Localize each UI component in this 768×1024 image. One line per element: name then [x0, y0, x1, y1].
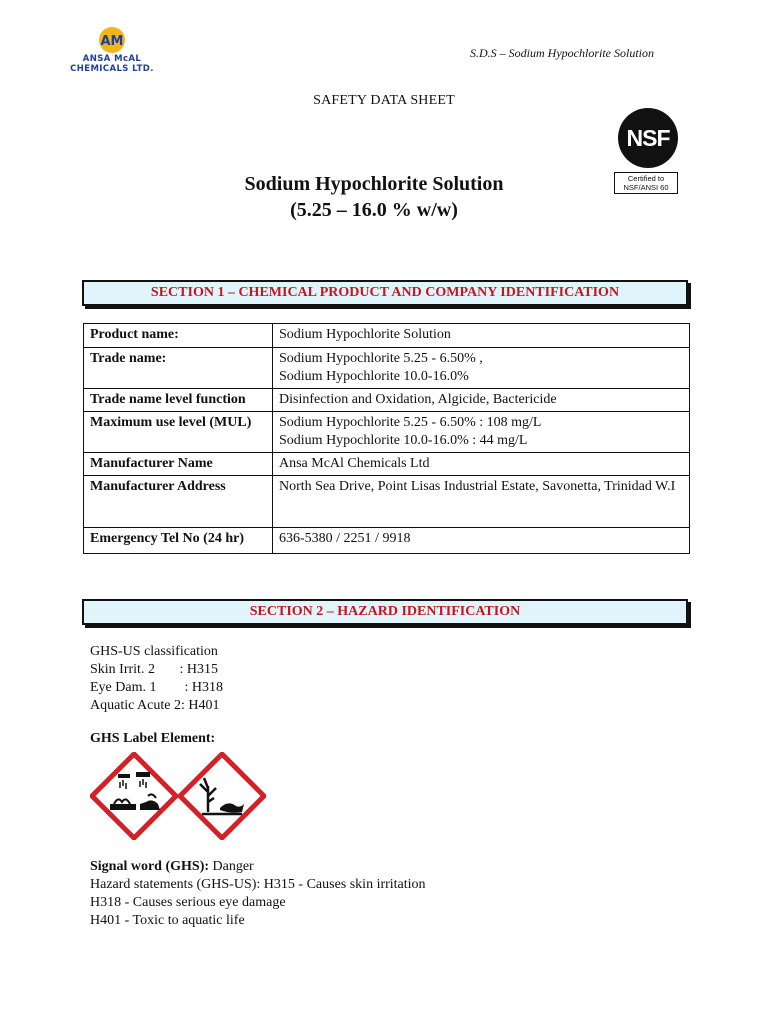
row-value: [273, 476, 690, 528]
table-row: [84, 324, 690, 348]
document-reference: S.D.S – Sodium Hypochlorite Solution: [470, 46, 654, 60]
hazard-line: H401 - Toxic to aquatic life: [90, 913, 245, 928]
row-value-line: 636-5380 / 2251 / 9918: [279, 531, 411, 546]
row-value: [273, 528, 690, 554]
logo-emblem-icon: [62, 26, 162, 56]
hazard-line: Hazard statements (GHS-US): H315 - Causes skin irritation: [90, 877, 426, 892]
hazard-statements: [90, 858, 426, 930]
row-value-line: North Sea Drive, Point Lisas Industrial Estate, Savonetta, Trinidad W.I: [279, 479, 676, 494]
ghs-line: Eye Dam. 1 : H318: [90, 680, 223, 695]
row-value-line: Ansa McAl Chemicals Ltd: [279, 456, 430, 471]
ghs-line: Aquatic Acute 2: H401: [90, 698, 220, 713]
row-value: [273, 453, 690, 476]
row-value-line: Sodium Hypochlorite 5.25 - 6.50% ,: [279, 351, 483, 366]
hazard-line: H318 - Causes serious eye damage: [90, 895, 286, 910]
svg-text:AM: AM: [100, 34, 124, 49]
table-row: [84, 528, 690, 554]
section2-heading: SECTION 2 – HAZARD IDENTIFICATION: [82, 599, 688, 625]
signal-word-label: Signal word (GHS):: [90, 859, 210, 874]
signal-word-value: Danger: [212, 859, 254, 874]
row-value: [273, 412, 690, 453]
row-value-line: Disinfection and Oxidation, Algicide, Bactericide: [279, 392, 557, 407]
table-row: [84, 412, 690, 453]
table-row: [84, 348, 690, 389]
row-value: [273, 324, 690, 348]
product-title: Sodium Hypochlorite Solution: [244, 173, 504, 195]
company-logo: [62, 26, 162, 78]
document-type-heading: SAFETY DATA SHEET: [313, 93, 455, 108]
product-concentration: (5.25 – 16.0 % w/w): [290, 199, 458, 221]
table-row: [84, 389, 690, 412]
nsf-cert-text: Certified to NSF/ANSI 60: [614, 172, 678, 194]
ghs-pictograms: [90, 752, 266, 840]
row-label: Emergency Tel No (24 hr): [84, 528, 273, 554]
ghs-line: Skin Irrit. 2 : H315: [90, 662, 218, 677]
logo-line2: CHEMICALS LTD.: [70, 64, 154, 74]
row-label: Manufacturer Name: [84, 453, 273, 476]
section1-heading: SECTION 1 – CHEMICAL PRODUCT AND COMPANY IDENTIFICATION: [82, 280, 688, 306]
signal-word-line: [90, 858, 426, 876]
table-row: [84, 476, 690, 528]
row-label: Maximum use level (MUL): [84, 412, 273, 453]
row-value-line: Sodium Hypochlorite 5.25 - 6.50% : 108 mg/L: [279, 415, 542, 430]
row-value-line: Sodium Hypochlorite Solution: [279, 327, 451, 342]
table-row: [84, 453, 690, 476]
row-value-line: Sodium Hypochlorite 10.0-16.0%: [279, 369, 469, 384]
row-value: [273, 389, 690, 412]
row-value-line: Sodium Hypochlorite 10.0-16.0% : 44 mg/L: [279, 433, 528, 448]
row-label: Trade name:: [84, 348, 273, 389]
identification-table: [83, 323, 690, 554]
ghs-classification: [90, 643, 223, 715]
ghs-line: GHS-US classification: [90, 644, 218, 659]
row-value: [273, 348, 690, 389]
environment-pictogram-icon: [180, 754, 264, 838]
row-label: Manufacturer Address: [84, 476, 273, 528]
row-label: Trade name level function: [84, 389, 273, 412]
row-label: Product name:: [84, 324, 273, 348]
nsf-mark: NSF: [618, 108, 678, 168]
logo-line1: ANSA McAL: [82, 54, 142, 64]
ghs-label-element-heading: GHS Label Element:: [90, 731, 216, 746]
corrosion-pictogram-icon: [92, 754, 176, 838]
